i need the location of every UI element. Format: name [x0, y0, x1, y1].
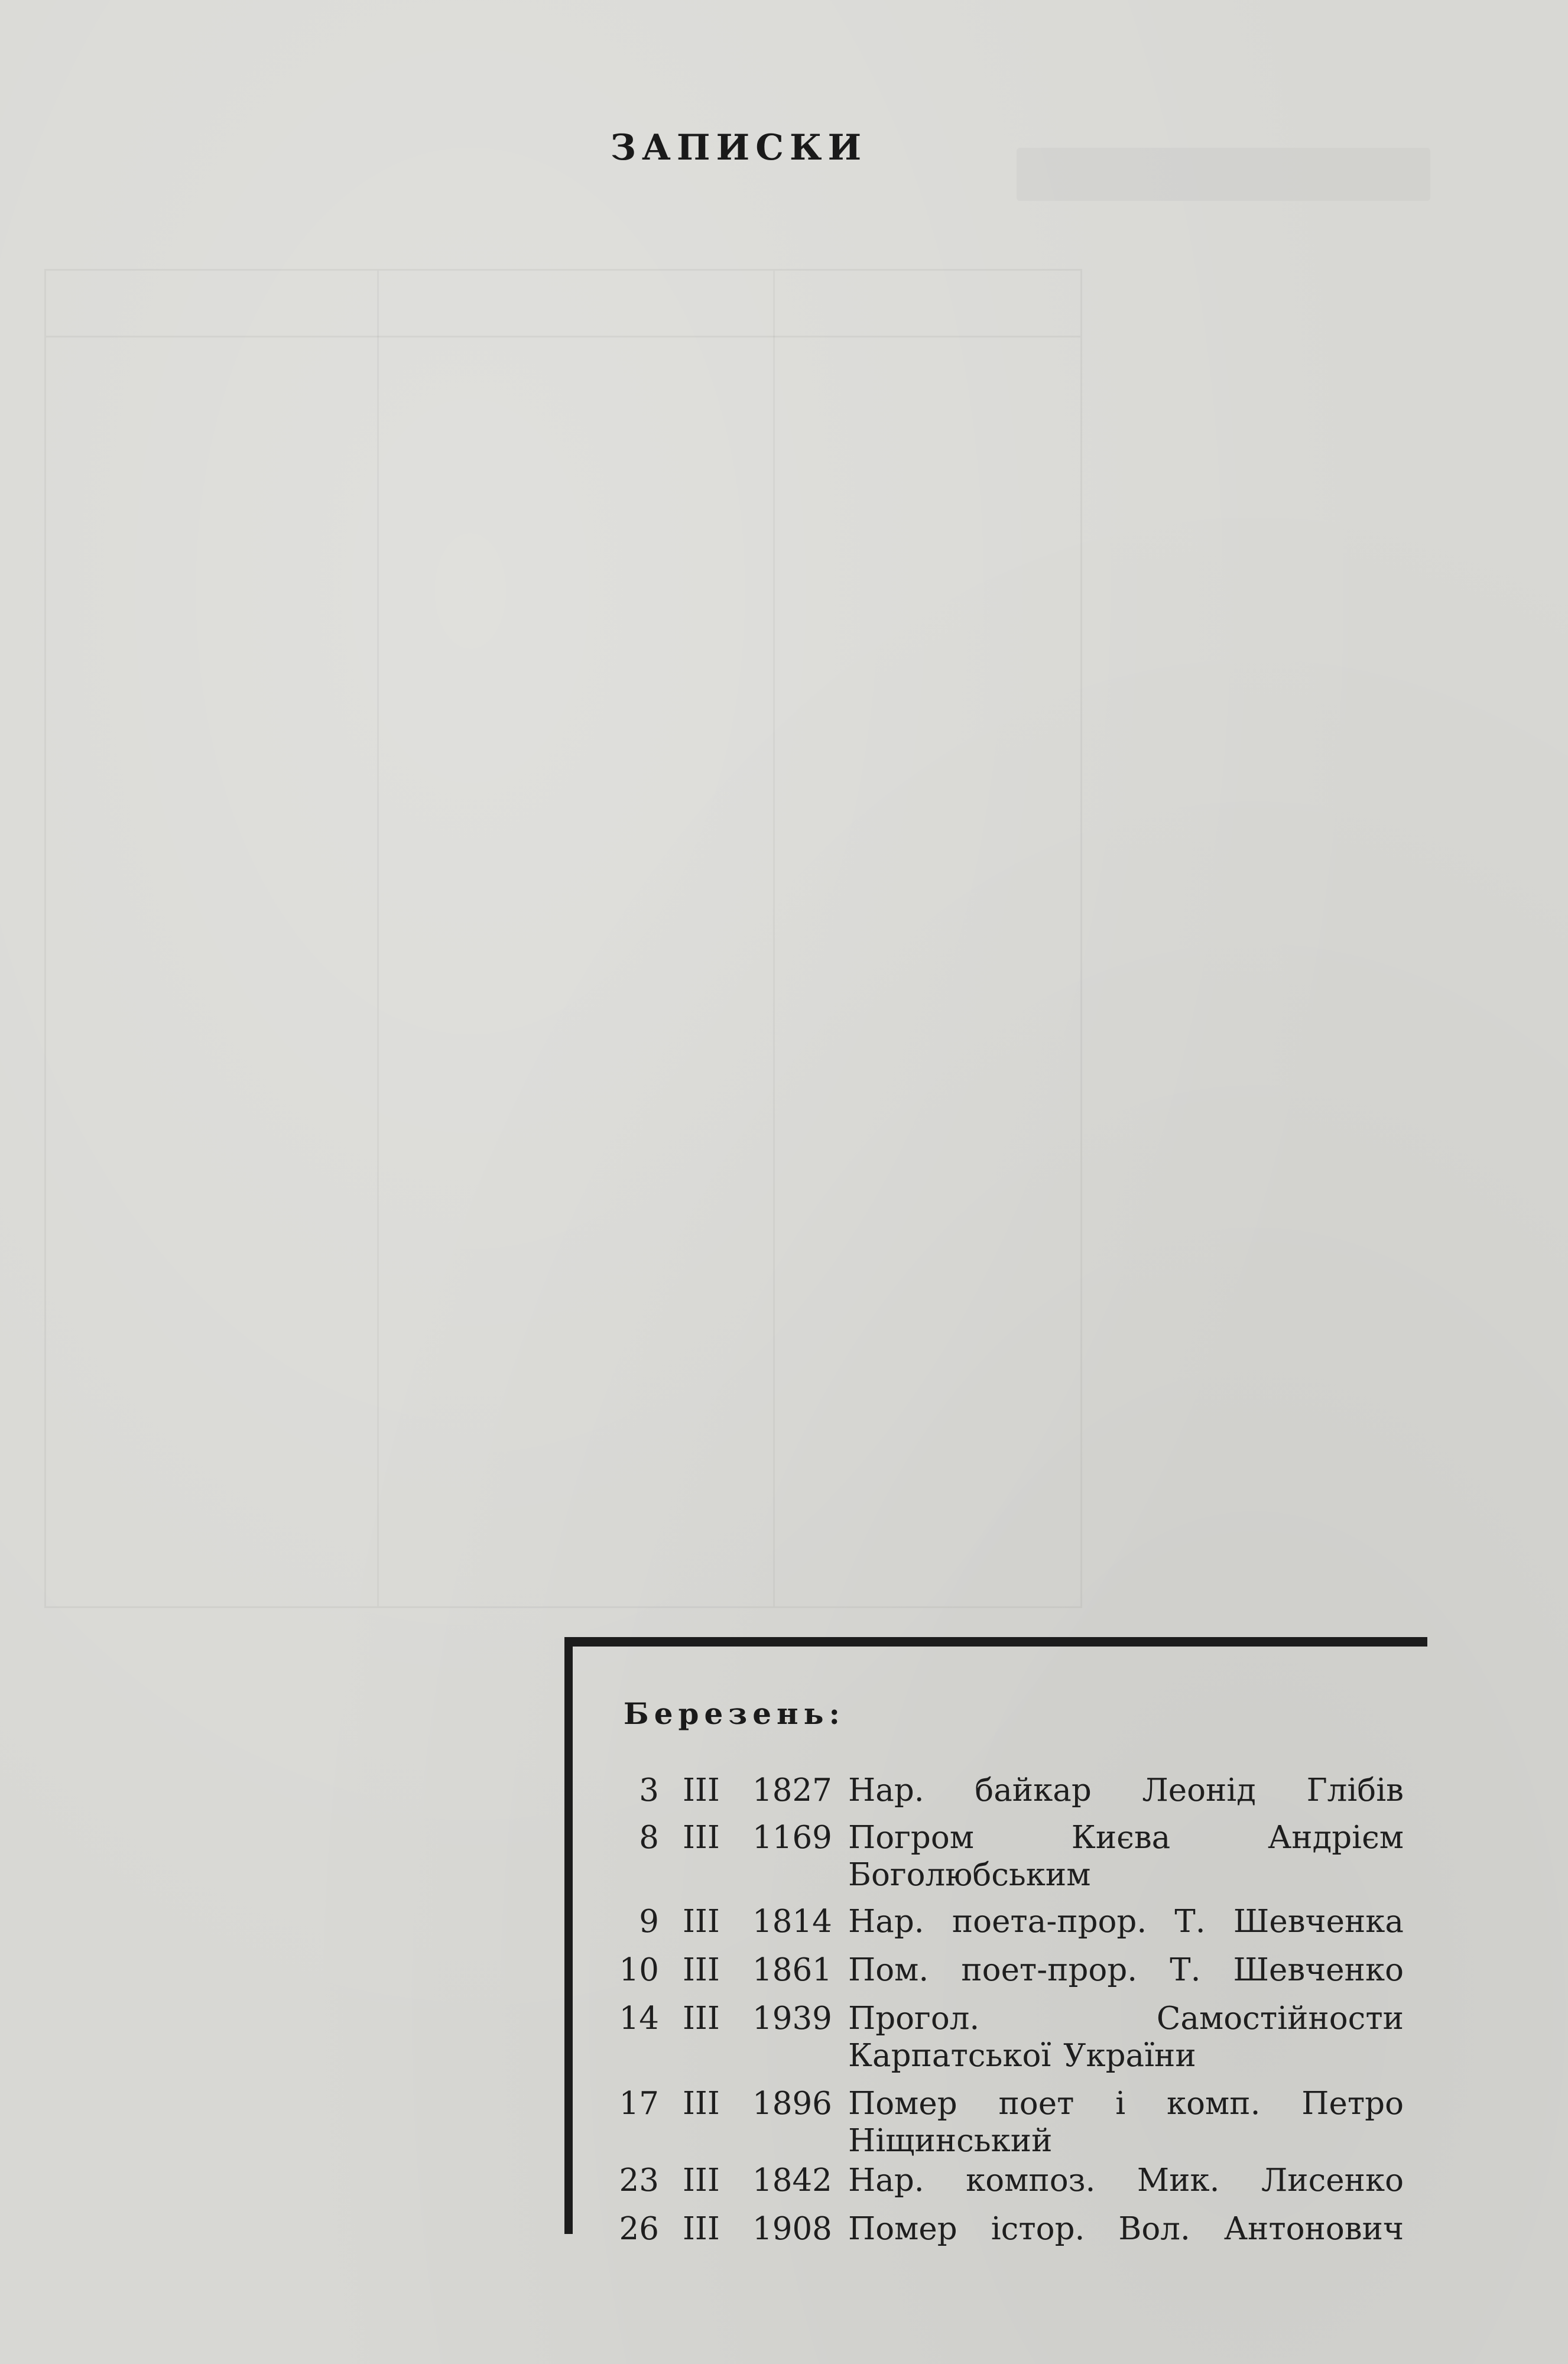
entry-year: 1861 [752, 1952, 832, 1988]
month-heading: Березень: [624, 1696, 846, 1731]
entry-event: Нар. поета-прор. Т. Шевченка [848, 1904, 1404, 1940]
entry-event: Нар. байкар Леонід Глібів [848, 1772, 1404, 1808]
entry-day: 26 [619, 2211, 659, 2247]
entry-month: III [683, 2211, 720, 2247]
entry-year: 1827 [752, 1772, 832, 1808]
entry-event: Прогол. Самостійности Карпатської України [848, 2001, 1404, 2074]
entry-year: 1169 [752, 1820, 832, 1856]
entry-day: 3 [639, 1772, 659, 1808]
reverse-side-show-through [44, 269, 1082, 1608]
entry-year: 1908 [752, 2211, 832, 2247]
entry-day: 17 [619, 2086, 659, 2122]
entry-month: III [683, 1952, 720, 1988]
entry-day: 10 [619, 1952, 659, 1988]
entry-month: III [683, 2162, 720, 2199]
anniversary-list [564, 1637, 1427, 2247]
entry-event: Нар. композ. Мик. Лисенко [848, 2162, 1404, 2199]
entry-day: 23 [619, 2162, 659, 2199]
entry-month: III [683, 2086, 720, 2122]
calendar-box [564, 1637, 1427, 2247]
entry-event: Помер істор. Вол. Антонович [848, 2211, 1404, 2247]
entry-month: III [683, 2001, 720, 2037]
entry-event: Пом. поет-прор. Т. Шевченко [848, 1952, 1404, 1988]
entry-year: 1896 [752, 2086, 832, 2122]
entry-event: Помер поет і комп. Петро Ніщинський [848, 2086, 1404, 2159]
entry-event: Погром Києва Андрієм Боголюбським [848, 1820, 1404, 1893]
entry-year: 1814 [752, 1904, 832, 1940]
entry-year: 1939 [752, 2001, 832, 2037]
entry-day: 8 [639, 1820, 659, 1856]
entry-year: 1842 [752, 2162, 832, 2199]
entry-month: III [683, 1772, 720, 1808]
entry-month: III [683, 1904, 720, 1940]
entry-day: 14 [619, 2001, 659, 2037]
entry-day: 9 [639, 1904, 659, 1940]
page-title: ЗАПИСКИ [610, 127, 868, 168]
entry-month: III [683, 1820, 720, 1856]
